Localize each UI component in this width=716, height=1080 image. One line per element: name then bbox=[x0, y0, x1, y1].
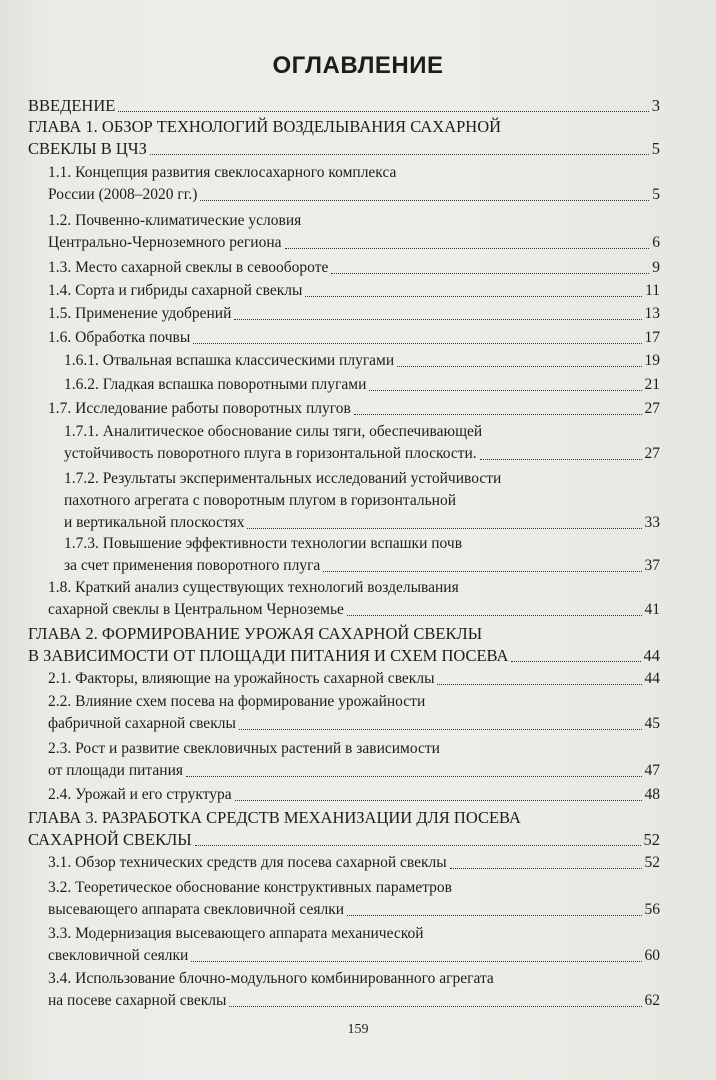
toc-page-number: 60 bbox=[644, 947, 660, 964]
toc-entry-line bbox=[48, 187, 660, 207]
toc-page-number: 52 bbox=[644, 854, 660, 871]
toc-entry-text: 1.7.3. Повышение эффективности технологии вспашки почв bbox=[64, 535, 463, 552]
toc-entry-line bbox=[48, 926, 660, 946]
toc-entry-line bbox=[48, 671, 660, 691]
toc-leader-dots bbox=[239, 729, 642, 730]
toc-entry-text: 1.4. Сорта и гибриды сахарной свеклы bbox=[48, 282, 303, 299]
toc-entry-line bbox=[48, 993, 660, 1013]
toc-entry-text: СВЕКЛЫ В ЦЧЗ bbox=[28, 139, 147, 158]
toc-entry-text: 1.1. Концепция развития свеклосахарного комплекса bbox=[48, 164, 397, 181]
toc-entry-line bbox=[48, 763, 660, 783]
toc-entry-text: 1.6. Обработка почвы bbox=[48, 329, 191, 346]
toc-entry-text: Центрально-Черноземного региона bbox=[48, 234, 282, 251]
toc-entry-line bbox=[48, 165, 660, 185]
toc-page-number: 44 bbox=[643, 646, 660, 665]
toc-leader-dots bbox=[437, 684, 641, 685]
toc-entry-text: от площади питания bbox=[48, 762, 183, 779]
toc-page-number: 21 bbox=[644, 376, 660, 393]
toc-page-number: 27 bbox=[644, 445, 660, 462]
toc-entry-line bbox=[64, 424, 660, 444]
toc-page-number: 52 bbox=[643, 830, 660, 849]
toc-page-number: 5 bbox=[651, 139, 660, 158]
toc-entry-text: 3.3. Модернизация высевающего аппарата механической bbox=[48, 925, 424, 942]
toc-entry-line bbox=[64, 471, 660, 491]
toc-leader-dots bbox=[397, 366, 641, 367]
toc-entry-text: 2.1. Факторы, влияющие на урожайность сахарной свеклы bbox=[48, 670, 435, 687]
toc-page-number: 41 bbox=[644, 601, 660, 618]
toc-entry-line bbox=[48, 283, 660, 303]
toc-entry-line bbox=[48, 971, 660, 991]
toc-leader-dots bbox=[200, 200, 649, 201]
toc-page-number: 3 bbox=[651, 96, 660, 115]
toc-entry-text: 1.7.2. Результаты экспериментальных исследований устойчивости bbox=[64, 470, 502, 487]
toc-entry-line bbox=[48, 716, 660, 736]
toc-entry-text: 1.2. Почвенно-климатические условия bbox=[48, 212, 302, 229]
toc-entry-line bbox=[48, 260, 660, 280]
toc-entry-line bbox=[48, 401, 660, 421]
toc-entry-line bbox=[48, 741, 660, 761]
toc-entry-text: 2.3. Рост и развитие свекловичных растений в зависимости bbox=[48, 740, 440, 757]
toc-entry-line bbox=[48, 580, 660, 600]
toc-entry-text: за счет применения поворотного плуга bbox=[64, 557, 321, 574]
toc-entry-text: 1.6.1. Отвальная вспашка классическими плугами bbox=[64, 352, 395, 369]
toc-entry-text: свекловичной сеялки bbox=[48, 947, 189, 964]
toc-leader-dots bbox=[480, 459, 642, 460]
toc-entry-line bbox=[48, 602, 660, 622]
toc-leader-dots bbox=[234, 319, 641, 320]
toc-chapter-line bbox=[28, 119, 660, 139]
toc-entry-text: 1.6.2. Гладкая вспашка поворотными плугами bbox=[64, 376, 367, 393]
toc-leader-dots bbox=[118, 111, 648, 112]
toc-leader-dots bbox=[323, 571, 641, 572]
toc-entry-line bbox=[64, 536, 660, 556]
toc-entry-text: 1.8. Краткий анализ существующих технологий возделывания bbox=[48, 579, 459, 596]
toc-entry-text: 2.4. Урожай и его структура bbox=[48, 786, 232, 803]
toc-page-number: 44 bbox=[644, 670, 660, 687]
toc-entry-text: 1.5. Применение удобрений bbox=[48, 305, 232, 322]
toc-entry-line bbox=[48, 948, 660, 968]
toc-page-number: 45 bbox=[644, 715, 660, 732]
toc-chapter-line bbox=[28, 98, 660, 118]
toc-entry-text: 3.2. Теоретическое обоснование конструктивных параметров bbox=[48, 879, 452, 896]
toc-leader-dots bbox=[450, 868, 642, 869]
toc-leader-dots bbox=[229, 1006, 641, 1007]
toc-entry-line bbox=[48, 902, 660, 922]
page-title: ОГЛАВЛЕНИЕ bbox=[272, 52, 444, 79]
toc-leader-dots bbox=[150, 154, 649, 155]
toc-entry-line bbox=[64, 446, 660, 466]
toc-page-number: 27 bbox=[644, 400, 660, 417]
toc-page-number: 37 bbox=[644, 557, 660, 574]
toc-page-number: 17 bbox=[644, 329, 660, 346]
toc-entry-text: России (2008–2020 гг.) bbox=[48, 186, 198, 203]
toc-leader-dots bbox=[285, 248, 650, 249]
toc-page-number: 5 bbox=[652, 186, 660, 203]
toc-entry-text: 2.2. Влияние схем посева на формирование урожайности bbox=[48, 693, 426, 710]
toc-entry-text: ГЛАВА 3. РАЗРАБОТКА СРЕДСТВ МЕХАНИЗАЦИИ ДЛЯ ПОСЕВА bbox=[28, 808, 521, 827]
toc-entry-line bbox=[64, 515, 660, 535]
toc-leader-dots bbox=[193, 343, 641, 344]
toc-entry-text: устойчивость поворотного плуга в горизонтальной плоскости. bbox=[64, 445, 477, 462]
toc-leader-dots bbox=[235, 800, 642, 801]
toc-leader-dots bbox=[331, 273, 649, 274]
toc-entry-line bbox=[48, 330, 660, 350]
toc-leader-dots bbox=[191, 961, 641, 962]
toc-entry-line bbox=[64, 353, 660, 373]
toc-page-number: 6 bbox=[652, 234, 660, 251]
toc-entry-text: фабричной сахарной свеклы bbox=[48, 715, 236, 732]
toc-entry-line bbox=[48, 213, 660, 233]
toc-leader-dots bbox=[511, 661, 640, 662]
toc-leader-dots bbox=[347, 615, 642, 616]
toc-entry-text: пахотного агрегата с поворотным плугом в горизонтальной bbox=[64, 492, 456, 509]
toc-entry-text: 3.4. Использование блочно-модульного комбинированного агрегата bbox=[48, 970, 494, 987]
toc-entry-text: 1.7.1. Аналитическое обоснование силы тяги, обеспечивающей bbox=[64, 423, 483, 440]
toc-leader-dots bbox=[195, 845, 641, 846]
toc-page-number: 13 bbox=[644, 305, 660, 322]
toc-entry-text: ВВЕДЕНИЕ bbox=[28, 96, 116, 115]
toc-entry-text: на посеве сахарной свеклы bbox=[48, 992, 227, 1009]
toc-entry-line bbox=[64, 558, 660, 578]
toc-entry-text: высевающего аппарата свекловичной сеялки bbox=[48, 901, 345, 918]
toc-entry-line bbox=[64, 493, 660, 513]
page-number: 159 bbox=[347, 1022, 369, 1037]
toc-entry-text: 1.3. Место сахарной свеклы в севообороте bbox=[48, 259, 329, 276]
toc-leader-dots bbox=[354, 414, 642, 415]
toc-entry-text: ГЛАВА 2. ФОРМИРОВАНИЕ УРОЖАЯ САХАРНОЙ СВЕКЛЫ bbox=[28, 624, 483, 643]
toc-page-number: 19 bbox=[644, 352, 660, 369]
toc-entry-line bbox=[48, 787, 660, 807]
toc-leader-dots bbox=[369, 390, 641, 391]
toc-page-number: 48 bbox=[644, 786, 660, 803]
toc-page-number: 11 bbox=[645, 282, 660, 299]
toc-entry-line bbox=[48, 694, 660, 714]
toc-entry-text: 3.1. Обзор технических средств для посева сахарной свеклы bbox=[48, 854, 447, 871]
toc-entry-line bbox=[48, 880, 660, 900]
toc-page-number: 33 bbox=[644, 514, 660, 531]
toc-chapter-line bbox=[28, 648, 660, 668]
toc-entry-line bbox=[64, 377, 660, 397]
toc-page-number: 62 bbox=[644, 992, 660, 1009]
toc-chapter-line bbox=[28, 810, 660, 830]
toc-leader-dots bbox=[247, 528, 641, 529]
toc-entry-text: САХАРНОЙ СВЕКЛЫ bbox=[28, 830, 192, 849]
toc-leader-dots bbox=[186, 776, 642, 777]
toc-entry-text: 1.7. Исследование работы поворотных плугов bbox=[48, 400, 351, 417]
toc-page-number: 9 bbox=[652, 259, 660, 276]
toc-page-number: 56 bbox=[644, 901, 660, 918]
toc-chapter-line bbox=[28, 141, 660, 161]
toc-chapter-line bbox=[28, 832, 660, 852]
toc-leader-dots bbox=[305, 296, 642, 297]
toc-chapter-line bbox=[28, 626, 660, 646]
toc-entry-text: В ЗАВИСИМОСТИ ОТ ПЛОЩАДИ ПИТАНИЯ И СХЕМ ПОСЕВА bbox=[28, 646, 509, 665]
toc-entry-line bbox=[48, 235, 660, 255]
toc-entry-line bbox=[48, 306, 660, 326]
toc-entry-text: ГЛАВА 1. ОБЗОР ТЕХНОЛОГИЙ ВОЗДЕЛЫВАНИЯ САХАРНОЙ bbox=[28, 117, 502, 136]
toc-entry-line bbox=[48, 855, 660, 875]
toc-entry-text: сахарной свеклы в Центральном Черноземье bbox=[48, 601, 344, 618]
toc-entry-text: и вертикальной плоскостях bbox=[64, 514, 245, 531]
toc-page-number: 47 bbox=[644, 762, 660, 779]
toc-leader-dots bbox=[347, 915, 641, 916]
